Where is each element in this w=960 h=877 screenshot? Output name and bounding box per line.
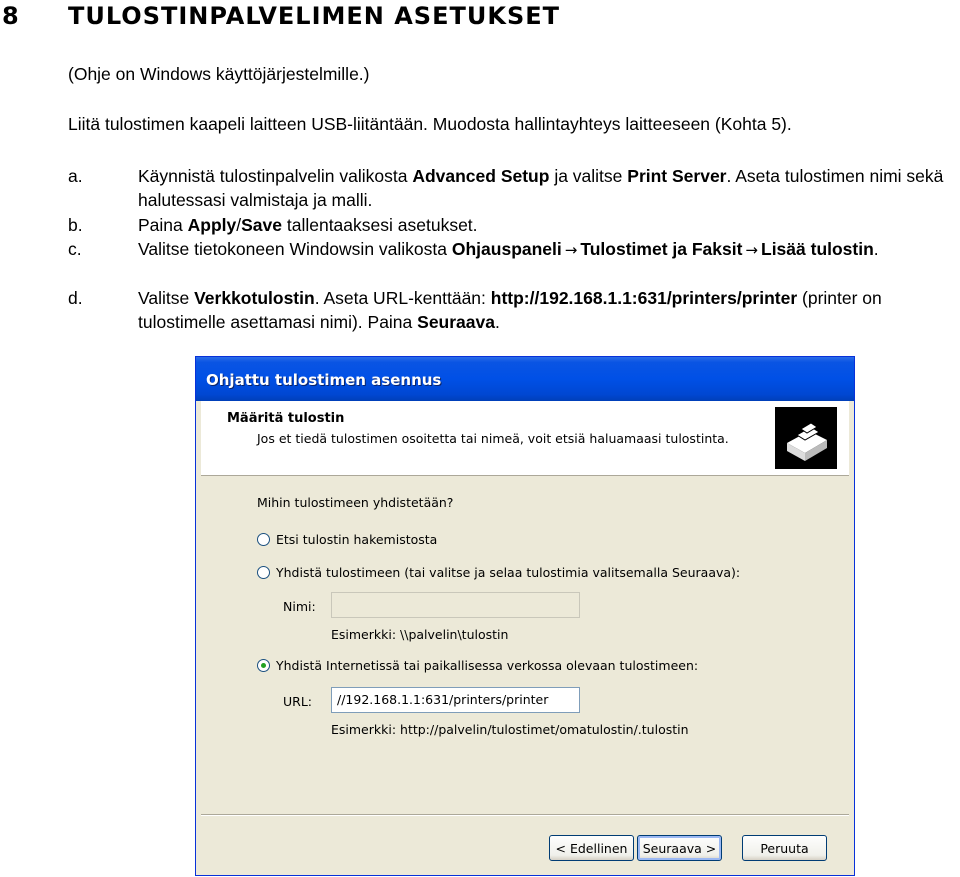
step-text: Valitse tietokoneen Windowsin valikosta Ohjauspaneli → Tulostimet ja Faksit → Lisää tulostin. xyxy=(138,239,879,259)
next-button[interactable]: Seuraava > xyxy=(637,835,722,861)
step-letter: d. xyxy=(68,288,83,308)
radio-button-selected[interactable] xyxy=(257,659,270,672)
section-title: TULOSTINPALVELIMEN ASETUKSET xyxy=(68,2,560,30)
cancel-button[interactable]: Peruuta xyxy=(742,835,827,861)
step-letter: a. xyxy=(68,166,83,186)
step-a xyxy=(68,164,956,212)
step-b xyxy=(68,213,956,237)
step-text: Valitse Verkkotulostin. Aseta URL-kenttään: http://192.168.1.1:631/printers/printer (printer on tulostimelle asettamasi nimi). Paina Seuraava. xyxy=(138,288,882,332)
arrow-icon: → xyxy=(564,241,578,259)
name-input[interactable] xyxy=(331,592,580,618)
section-number: 8 xyxy=(2,2,20,30)
name-example: Esimerkki: \\palvelin\tulostin xyxy=(331,627,509,642)
step-letter: c. xyxy=(68,239,82,259)
arrow-icon: → xyxy=(745,241,758,259)
radio-button[interactable] xyxy=(257,566,270,579)
option-label: Etsi tulostin hakemistosta xyxy=(276,532,438,547)
option-connect-printer[interactable] xyxy=(257,565,740,580)
wizard-header xyxy=(201,401,849,476)
step-d xyxy=(68,286,956,334)
printer-wizard-dialog xyxy=(195,356,855,876)
option-search-directory[interactable] xyxy=(257,532,437,547)
url-input[interactable]: //192.168.1.1:631/printers/printer xyxy=(331,687,580,713)
header-title: Määritä tulostin xyxy=(227,411,345,426)
wizard-body xyxy=(201,476,849,815)
section-heading xyxy=(0,0,560,32)
question-label: Mihin tulostimeen yhdistetään? xyxy=(257,495,454,510)
option-label: Yhdistä tulostimeen (tai valitse ja selaa tulostimia valitsemalla Seuraava): xyxy=(276,565,741,580)
step-text: Käynnistä tulostinpalvelin valikosta Advanced Setup ja valitse Print Server. Aseta tulostimen nimi sekä halutessasi valmistaja ja malli. xyxy=(138,166,944,210)
url-example: Esimerkki: http://palvelin/tulostimet/omatulostin/.tulostin xyxy=(331,722,689,737)
step-text: Paina Apply/Save tallentaaksesi asetukset. xyxy=(138,215,478,235)
dialog-title: Ohjattu tulostimen asennus xyxy=(206,371,442,389)
title-bar[interactable] xyxy=(196,357,854,401)
name-label: Nimi: xyxy=(283,599,316,614)
option-label: Yhdistä Internetissä tai paikallisessa verkossa olevaan tulostimeen: xyxy=(276,658,699,673)
intro-paragraph: Liitä tulostimen kaapeli laitteen USB-liitäntään. Muodosta hallintayhteys laitteeseen (Kohta 5). xyxy=(68,114,792,134)
radio-button[interactable] xyxy=(257,533,270,546)
url-label: URL: xyxy=(283,694,313,709)
step-letter: b. xyxy=(68,215,83,235)
back-button[interactable]: < Edellinen xyxy=(549,835,634,861)
option-connect-internet[interactable] xyxy=(257,658,698,673)
step-c xyxy=(68,237,956,262)
header-subtitle: Jos et tiedä tulostimen osoitetta tai nimeä, voit etsiä haluamaasi tulostinta. xyxy=(257,431,729,446)
printer-icon xyxy=(775,407,837,469)
os-note: (Ohje on Windows käyttöjärjestelmille.) xyxy=(68,64,370,84)
footer-divider xyxy=(201,814,849,816)
